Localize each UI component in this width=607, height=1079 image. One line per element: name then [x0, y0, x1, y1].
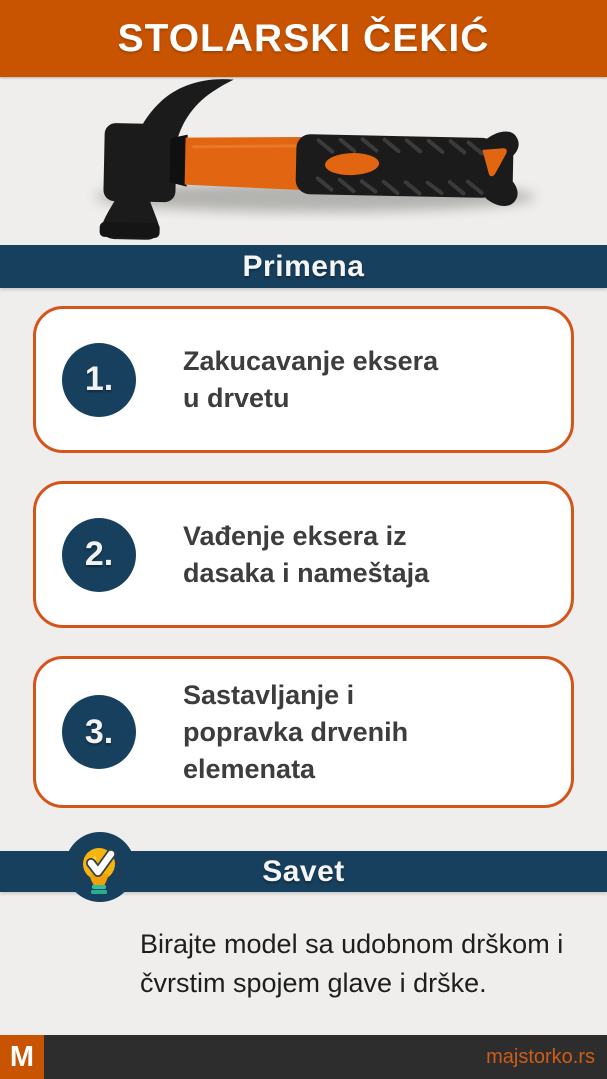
savet-section: [0, 832, 607, 907]
step-number: 1.: [84, 360, 114, 398]
primena-title: Primena: [242, 249, 365, 283]
savet-text-line: čvrstim spojem glave i drške.: [140, 968, 487, 998]
lightbulb-check-icon: [65, 832, 135, 902]
footer: [0, 1035, 607, 1079]
brand-logo: [0, 1035, 44, 1079]
savet-text: [140, 925, 600, 1003]
savet-text-line: Birajte model sa udobnom drškom i: [140, 929, 564, 959]
hammer-image: [0, 77, 607, 245]
step-text-line: u drvetu: [183, 382, 290, 413]
step-text-line: dasaka i nameštaja: [183, 557, 430, 588]
step-text-line: elemenata: [183, 753, 316, 784]
step-number-badge: [62, 518, 136, 592]
step-text: [183, 343, 438, 417]
step-text-line: popravka drvenih: [183, 716, 409, 747]
primena-card-2: [33, 481, 574, 628]
header: [0, 0, 607, 77]
step-number: 3.: [84, 712, 114, 751]
step-text: [183, 518, 429, 592]
brand-logo-letter: M: [9, 1040, 35, 1073]
primena-card-1: [33, 306, 574, 453]
step-number: 2.: [84, 535, 114, 573]
step-text-line: Sastavljanje i: [183, 679, 355, 710]
step-text-line: Zakucavanje eksera: [183, 345, 439, 376]
step-number-badge: [62, 695, 136, 769]
step-text-line: Vađenje eksera iz: [183, 520, 407, 551]
primena-banner: [0, 245, 607, 288]
hammer-figure: [0, 77, 607, 245]
step-number-badge: [62, 343, 136, 417]
primena-card-3: [33, 656, 574, 808]
primena-cards: [0, 288, 607, 808]
savet-title: Savet: [262, 854, 345, 888]
site-link[interactable]: majstorko.rs: [486, 1045, 595, 1068]
page-title: STOLARSKI ČEKIĆ: [117, 16, 490, 60]
step-text: [183, 677, 408, 788]
